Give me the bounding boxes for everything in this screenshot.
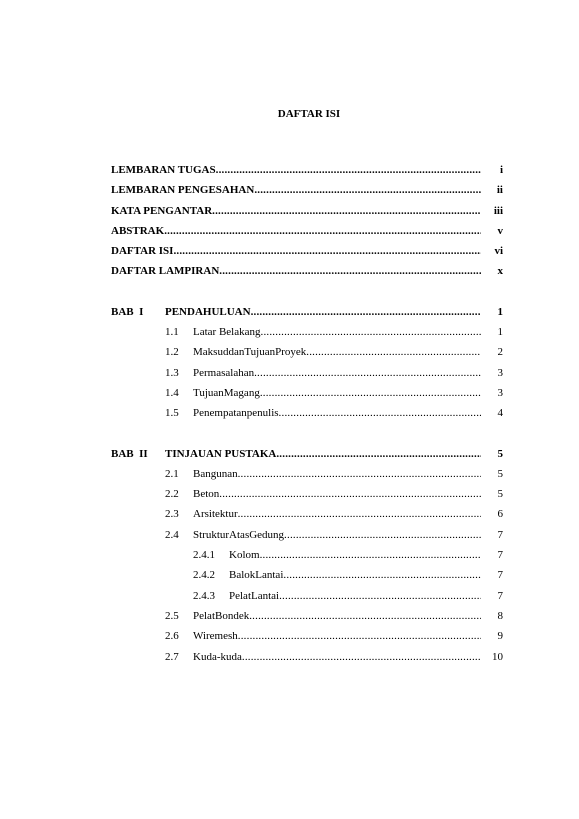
section-number: 2.7 — [165, 650, 179, 663]
toc-entry-2-5 — [111, 606, 503, 626]
dot-leader — [276, 444, 481, 464]
toc-entry-label: StrukturAtasGedung — [193, 528, 285, 541]
toc-entry-page: 3 — [497, 366, 503, 379]
toc-entry-page: 4 — [497, 407, 503, 420]
toc-entry-label: Kuda-kuda — [193, 650, 242, 663]
toc-entry-label: Wiremesh — [193, 630, 238, 643]
section-number: 1.3 — [165, 366, 179, 379]
toc-entry-label: LEMBARAN PENGESAHAN — [111, 184, 255, 197]
toc-entry-page: 6 — [497, 508, 503, 521]
toc-entry-page: 7 — [497, 528, 503, 541]
section-number: 2.4.3 — [193, 589, 215, 602]
page-title: DAFTAR ISI — [277, 108, 341, 120]
dot-leader — [238, 464, 481, 484]
toc-entry-page: i — [499, 164, 503, 176]
toc-entry-2-4-2 — [111, 565, 503, 585]
toc-entry-label: TujuanMagang — [193, 386, 260, 399]
toc-entry-label: Kolom — [229, 549, 260, 562]
toc-entry-label: Bangunan — [193, 467, 238, 480]
toc-entry-2-4-3 — [111, 586, 503, 606]
toc-entry-label: TINJAUAN PUSTAKA — [165, 447, 277, 460]
toc-entry-label: PelatBondek — [193, 609, 250, 622]
section-number: 2.6 — [165, 630, 179, 643]
dot-leader — [260, 383, 481, 403]
toc-entry-1-3 — [111, 363, 503, 383]
section-number: 1.4 — [165, 386, 179, 399]
chapter-number: BAB I — [111, 305, 144, 318]
toc-entry-daftar-lampiran — [111, 261, 503, 281]
toc-entry-label: PelatLantai — [229, 589, 280, 602]
toc-entry-label: PENDAHULUAN — [165, 305, 251, 318]
section-number: 1.1 — [165, 326, 179, 339]
dot-leader — [219, 484, 481, 504]
dot-leader — [238, 504, 481, 524]
dot-leader — [279, 403, 481, 423]
toc-entry-2-6 — [111, 626, 503, 646]
toc-entry-label: BalokLantai — [229, 569, 284, 582]
toc-entry-label: DAFTAR ISI — [111, 245, 174, 258]
dot-leader — [254, 363, 481, 383]
toc-entry-label: Arsitektur — [193, 508, 238, 521]
toc-entry-page: 2 — [497, 346, 503, 359]
toc-entry-label: ABSTRAK — [111, 224, 165, 237]
section-number: 1.2 — [165, 346, 179, 359]
dot-leader — [279, 586, 481, 606]
section-number: 2.4.1 — [193, 549, 215, 562]
toc-entry-1-2 — [111, 342, 503, 362]
section-number: 2.1 — [165, 467, 179, 480]
toc-entry-page: 8 — [497, 609, 503, 622]
toc-entry-2-2 — [111, 484, 503, 504]
table-of-contents — [111, 160, 503, 667]
toc-entry-label: KATA PENGANTAR — [111, 204, 213, 217]
toc-entry-label: MaksuddanTujuanProyek — [193, 346, 307, 359]
toc-entry-page: 10 — [492, 650, 503, 663]
toc-entry-page: 3 — [497, 386, 503, 399]
section-number: 2.5 — [165, 609, 179, 622]
section-number: 2.2 — [165, 488, 179, 501]
toc-chapter-bab-2 — [111, 444, 503, 464]
toc-entry-2-4-1 — [111, 545, 503, 565]
toc-entry-abstrak — [111, 221, 503, 241]
toc-entry-kata-pengantar — [111, 201, 503, 221]
dot-leader — [306, 342, 481, 362]
dot-leader — [254, 180, 481, 200]
dot-leader — [283, 565, 481, 585]
section-number: 2.3 — [165, 508, 179, 521]
dot-leader — [219, 261, 481, 281]
dot-leader — [212, 201, 481, 221]
toc-entry-1-4 — [111, 383, 503, 403]
toc-entry-page: v — [497, 224, 503, 237]
dot-leader — [249, 606, 481, 626]
dot-leader — [260, 545, 481, 565]
section-number: 1.5 — [165, 407, 179, 420]
dot-leader — [251, 302, 481, 322]
chapter-number: BAB II — [111, 447, 148, 460]
dot-leader — [242, 647, 481, 667]
toc-entry-label: Latar Belakang — [193, 326, 261, 339]
toc-entry-page: 1 — [497, 326, 503, 339]
toc-entry-page: 7 — [497, 549, 503, 562]
toc-entry-1-5 — [111, 403, 503, 423]
section-number: 2.4.2 — [193, 569, 215, 582]
toc-entry-label: Beton — [193, 488, 220, 501]
dot-leader — [164, 221, 481, 241]
toc-entry-2-7 — [111, 647, 503, 667]
toc-chapter-bab-1 — [111, 302, 503, 322]
toc-entry-label: DAFTAR LAMPIRAN — [111, 265, 220, 278]
toc-entry-label: Permasalahan — [193, 366, 255, 379]
dot-leader — [173, 241, 481, 261]
toc-entry-2-3 — [111, 504, 503, 524]
section-number: 2.4 — [165, 528, 179, 541]
toc-entry-daftar-isi — [111, 241, 503, 261]
toc-entry-lembaran-tugas — [111, 160, 503, 180]
dot-leader — [216, 160, 481, 180]
dot-leader — [238, 626, 481, 646]
dot-leader — [284, 525, 481, 545]
toc-entry-page: x — [497, 265, 503, 278]
toc-entry-1-1 — [111, 322, 503, 342]
toc-entry-page: vi — [494, 245, 503, 258]
toc-entry-page: 7 — [497, 569, 503, 582]
toc-entry-page: ii — [496, 184, 503, 197]
toc-entry-page: 5 — [497, 447, 503, 460]
toc-entry-label: LEMBARAN TUGAS — [111, 164, 216, 176]
dot-leader — [261, 322, 482, 342]
toc-entry-page: 5 — [497, 467, 503, 480]
toc-entry-page: 7 — [497, 589, 503, 602]
toc-entry-label: Penempatanpenulis — [193, 407, 279, 420]
toc-entry-page: iii — [493, 204, 503, 217]
toc-entry-2-1 — [111, 464, 503, 484]
toc-entry-page: 5 — [497, 488, 503, 501]
toc-entry-page: 1 — [497, 305, 503, 318]
toc-entry-lembaran-pengesahan — [111, 180, 503, 200]
toc-entry-2-4 — [111, 525, 503, 545]
toc-entry-page: 9 — [497, 630, 503, 643]
